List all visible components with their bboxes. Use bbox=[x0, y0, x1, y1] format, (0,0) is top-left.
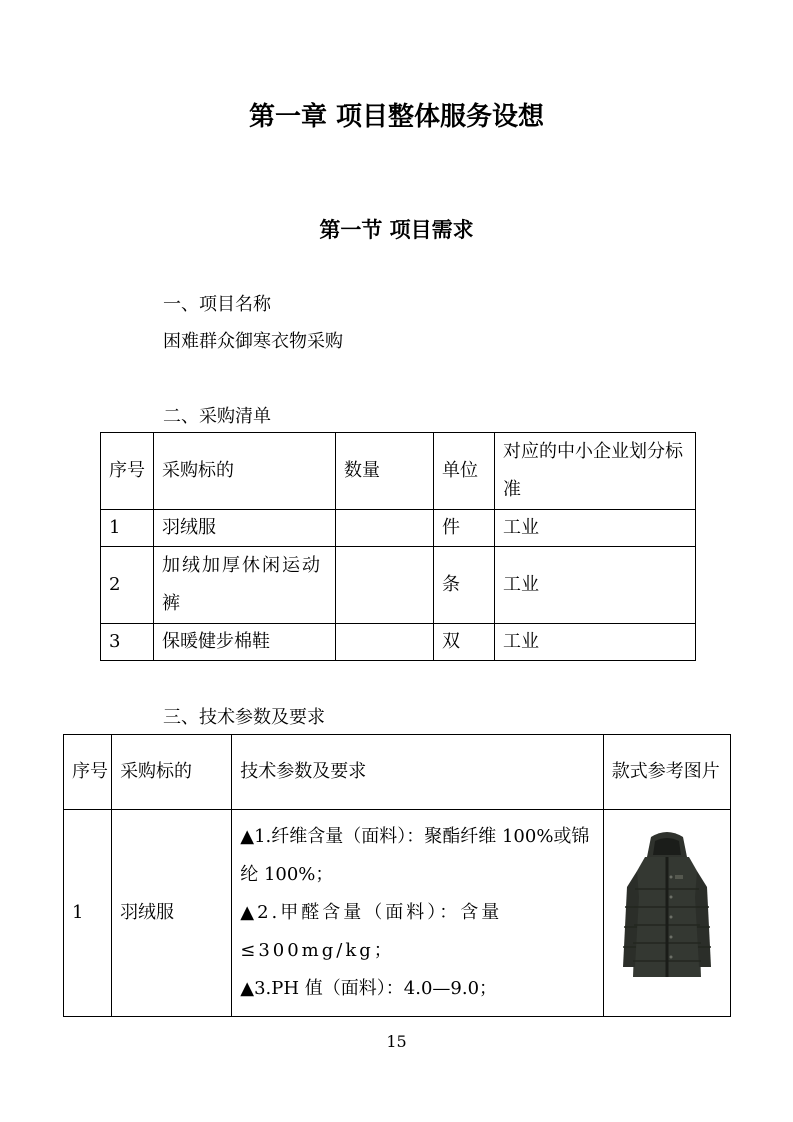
cell-unit: 双 bbox=[434, 624, 495, 661]
cell-item: 加绒加厚休闲运动裤 bbox=[154, 547, 336, 624]
cell-item: 羽绒服 bbox=[112, 810, 232, 1017]
project-name-value: 困难群众御寒衣物采购 bbox=[163, 331, 343, 352]
page-number: 15 bbox=[386, 1032, 407, 1051]
table-row bbox=[64, 810, 731, 1017]
spec-line: ▲2.甲醛含量（面料）：含量≤300mg/kg； bbox=[240, 902, 503, 961]
cell-no: 1 bbox=[101, 510, 154, 547]
cell-unit: 件 bbox=[434, 510, 495, 547]
cell-item: 保暖健步棉鞋 bbox=[154, 624, 336, 661]
header-cell-unit: 单位 bbox=[434, 433, 495, 510]
project-name-heading: 一、项目名称 bbox=[163, 294, 271, 315]
purchase-list-heading: 二、采购清单 bbox=[163, 406, 271, 427]
cell-no: 3 bbox=[101, 624, 154, 661]
header-cell-item: 采购标的 bbox=[154, 433, 336, 510]
cell-no: 1 bbox=[64, 810, 112, 1017]
cell-image bbox=[603, 810, 730, 1017]
table-row bbox=[101, 624, 696, 661]
cell-standard: 工业 bbox=[495, 547, 696, 624]
header-cell-qty: 数量 bbox=[336, 433, 434, 510]
table-header-row bbox=[64, 735, 731, 810]
tech-params-table bbox=[63, 734, 731, 1017]
cell-qty bbox=[336, 547, 434, 624]
spec-line: ▲1.纤维含量（面料）：聚酯纤维 100%或锦纶 100%； bbox=[240, 826, 590, 885]
cell-standard: 工业 bbox=[495, 624, 696, 661]
header-cell-standard: 对应的中小企业划分标准 bbox=[495, 433, 696, 510]
header-cell-spec: 技术参数及要求 bbox=[232, 735, 604, 810]
table-row bbox=[101, 547, 696, 624]
cell-standard: 工业 bbox=[495, 510, 696, 547]
header-cell-no: 序号 bbox=[101, 433, 154, 510]
cell-spec bbox=[232, 810, 604, 1017]
header-cell-image: 款式参考图片 bbox=[603, 735, 730, 810]
header-cell-no: 序号 bbox=[64, 735, 112, 810]
table-header-row bbox=[101, 433, 696, 510]
cell-unit: 条 bbox=[434, 547, 495, 624]
chapter-title: 第一章 项目整体服务设想 bbox=[248, 102, 545, 132]
down-jacket-image bbox=[617, 827, 717, 987]
spec-line: ▲3.PH 值（面料）：4.0—9.0； bbox=[240, 978, 498, 999]
cell-no: 2 bbox=[101, 547, 154, 624]
cell-qty bbox=[336, 510, 434, 547]
header-cell-item: 采购标的 bbox=[112, 735, 232, 810]
section-title: 第一节 项目需求 bbox=[319, 218, 474, 242]
table-row bbox=[101, 510, 696, 547]
cell-item: 羽绒服 bbox=[154, 510, 336, 547]
cell-qty bbox=[336, 624, 434, 661]
tech-params-heading: 三、技术参数及要求 bbox=[163, 707, 325, 728]
purchase-list-table bbox=[100, 432, 696, 661]
